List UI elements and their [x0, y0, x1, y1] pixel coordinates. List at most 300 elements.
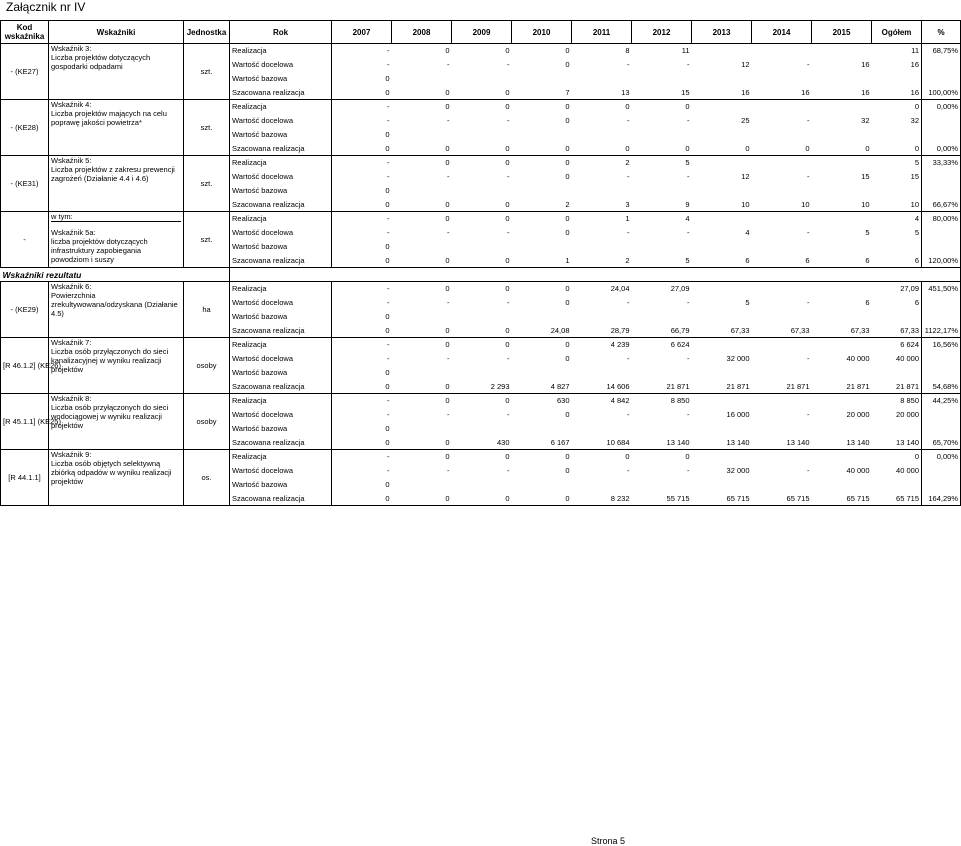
value-cell: 0,00%: [922, 100, 961, 114]
indicator-code: - (KE31): [1, 156, 49, 212]
value-cell: 7: [512, 86, 572, 100]
value-cell: 0,00%: [922, 450, 961, 464]
value-cell: [452, 366, 512, 380]
row-label: Wartość docelowa: [230, 226, 332, 240]
value-cell: [752, 394, 812, 408]
value-cell: 0: [385, 74, 390, 83]
value-cell: -: [627, 228, 630, 237]
value-cell: 65 715: [812, 492, 872, 506]
value-cell: 28,79: [572, 324, 632, 338]
value-cell: [452, 478, 512, 492]
value-cell: [572, 128, 632, 142]
value-cell: 66,67%: [922, 198, 961, 212]
page-title: Załącznik nr IV: [6, 0, 86, 14]
value-cell: 0: [385, 480, 390, 489]
value-cell: 2: [572, 254, 632, 268]
value-cell: [692, 310, 752, 324]
value-cell: 0: [452, 198, 512, 212]
value-cell: [692, 478, 752, 492]
row-label: Realizacja: [230, 100, 332, 114]
column-header: 2011: [572, 21, 632, 44]
value-cell: -: [627, 60, 630, 69]
indicator-code: [R 44.1.1]: [1, 450, 49, 506]
value-cell: [752, 44, 812, 58]
value-cell: -: [387, 116, 390, 125]
value-cell: -: [507, 228, 510, 237]
value-cell: [572, 366, 632, 380]
value-cell: -: [447, 172, 450, 181]
value-cell: 0: [385, 424, 390, 433]
value-cell: [812, 338, 872, 352]
value-cell: [692, 184, 752, 198]
column-header: 2007: [332, 21, 392, 44]
header-row: [1, 21, 961, 44]
value-cell: -: [447, 410, 450, 419]
value-cell: 4 827: [512, 380, 572, 394]
row-label: Wartość bazowa: [230, 310, 332, 324]
value-cell: 21 871: [752, 380, 812, 394]
value-cell: 10: [692, 198, 752, 212]
value-cell: 0: [392, 380, 452, 394]
row-label: Realizacja: [230, 156, 332, 170]
value-cell: 21 871: [632, 380, 692, 394]
value-cell: 0: [392, 156, 452, 170]
column-header: 2008: [392, 21, 452, 44]
value-cell: [452, 72, 512, 86]
value-cell: 6: [752, 254, 812, 268]
value-cell: [392, 422, 452, 436]
column-header: Kod wskaźnika: [1, 21, 49, 44]
value-cell: [632, 310, 692, 324]
value-cell: 0: [512, 212, 572, 226]
value-cell: 0: [392, 450, 452, 464]
unit-cell: szt.: [184, 156, 230, 212]
value-cell: [872, 310, 922, 324]
row-label: Szacowana realizacja: [230, 436, 332, 450]
value-cell: 0: [392, 142, 452, 156]
value-cell: 15: [910, 172, 919, 181]
value-cell: 6: [872, 254, 922, 268]
row-label: Wartość docelowa: [230, 170, 332, 184]
value-cell: 8 850: [872, 394, 922, 408]
value-cell: 8 850: [632, 394, 692, 408]
row-label: Realizacja: [230, 212, 332, 226]
value-cell: [872, 478, 922, 492]
value-cell: 15: [861, 172, 870, 181]
value-cell: [812, 100, 872, 114]
column-header: Ogółem: [872, 21, 922, 44]
value-cell: [922, 128, 961, 142]
value-cell: [512, 478, 572, 492]
value-cell: [922, 240, 961, 254]
value-cell: [922, 184, 961, 198]
value-cell: 55 715: [632, 492, 692, 506]
value-cell: 12: [741, 60, 750, 69]
value-cell: 100,00%: [922, 86, 961, 100]
value-cell: 16,56%: [922, 338, 961, 352]
value-cell: 0: [452, 282, 512, 296]
value-cell: [812, 478, 872, 492]
indicator-code: [R 46.1.2] (KE26): [1, 338, 49, 394]
value-cell: [692, 282, 752, 296]
value-cell: 0: [512, 100, 572, 114]
value-cell: -: [332, 450, 392, 464]
value-cell: 0: [512, 44, 572, 58]
value-cell: [872, 366, 922, 380]
value-cell: 10 684: [572, 436, 632, 450]
value-cell: -: [687, 410, 690, 419]
table-row: [1, 100, 961, 114]
indicator-table: [0, 20, 961, 506]
value-cell: 5: [632, 254, 692, 268]
value-cell: 0: [572, 450, 632, 464]
value-cell: 0: [565, 466, 570, 475]
value-cell: -: [447, 228, 450, 237]
value-cell: [572, 184, 632, 198]
indicator-name: Wskaźnik 5: Liczba projektów z zakresu prewencji zagrożeń (Działanie 4.4 i 4.6): [49, 156, 184, 212]
value-cell: [752, 282, 812, 296]
indicator-name-text: Wskaźnik 5a: liczba projektów dotyczących infrastruktury zapobiegania powodziom i suszy: [51, 228, 148, 264]
value-cell: [632, 128, 692, 142]
value-cell: 5: [872, 156, 922, 170]
value-cell: [812, 44, 872, 58]
value-cell: 630: [512, 394, 572, 408]
value-cell: -: [687, 354, 690, 363]
value-cell: 0: [452, 338, 512, 352]
value-cell: 0: [512, 492, 572, 506]
value-cell: -: [687, 172, 690, 181]
value-cell: 67,33: [752, 324, 812, 338]
value-cell: -: [807, 354, 810, 363]
value-cell: 0: [392, 492, 452, 506]
indicator-name: Wskaźnik 6: Powierzchnia zrekultywowana/odzyskana (Działanie 4.5): [49, 282, 184, 338]
value-cell: -: [447, 466, 450, 475]
value-cell: [392, 478, 452, 492]
value-cell: 5: [632, 156, 692, 170]
value-cell: [692, 156, 752, 170]
value-cell: [812, 394, 872, 408]
value-cell: -: [332, 394, 392, 408]
value-cell: [632, 72, 692, 86]
value-cell: -: [687, 466, 690, 475]
row-label: Wartość docelowa: [230, 58, 332, 72]
value-cell: 0: [392, 44, 452, 58]
value-cell: 0: [632, 142, 692, 156]
value-cell: -: [507, 354, 510, 363]
value-cell: [922, 170, 961, 184]
value-cell: 0: [452, 142, 512, 156]
column-header: 2012: [632, 21, 692, 44]
value-cell: -: [687, 228, 690, 237]
value-cell: -: [627, 172, 630, 181]
value-cell: 66,79: [632, 324, 692, 338]
value-cell: 0: [452, 86, 512, 100]
value-cell: 0: [385, 130, 390, 139]
value-cell: 10: [812, 198, 872, 212]
value-cell: 6: [914, 298, 919, 307]
value-cell: [692, 366, 752, 380]
value-cell: 0: [332, 492, 392, 506]
value-cell: [512, 184, 572, 198]
value-cell: -: [687, 60, 690, 69]
value-cell: [512, 240, 572, 254]
value-cell: 0: [872, 450, 922, 464]
value-cell: 0: [392, 338, 452, 352]
value-cell: 0: [812, 142, 872, 156]
value-cell: 6 624: [632, 338, 692, 352]
value-cell: -: [627, 116, 630, 125]
value-cell: -: [387, 466, 390, 475]
column-header: 2015: [812, 21, 872, 44]
unit-cell: szt.: [184, 212, 230, 268]
indicator-code: [R 45.1.1] (KE25): [1, 394, 49, 450]
indicator-name: Wskaźnik 4: Liczba projektów mających na celu poprawę jakości powietrza*: [49, 100, 184, 156]
value-cell: 451,50%: [922, 282, 961, 296]
value-cell: 0: [392, 324, 452, 338]
row-label: Szacowana realizacja: [230, 324, 332, 338]
value-cell: 16: [812, 86, 872, 100]
value-cell: 13: [572, 86, 632, 100]
value-cell: 0: [565, 354, 570, 363]
value-cell: [922, 226, 961, 240]
value-cell: [452, 184, 512, 198]
value-cell: -: [332, 212, 392, 226]
value-cell: 2 293: [452, 380, 512, 394]
value-cell: 0,00%: [922, 142, 961, 156]
value-cell: [392, 310, 452, 324]
value-cell: [922, 464, 961, 478]
value-cell: 13 140: [812, 436, 872, 450]
column-header: %: [922, 21, 961, 44]
value-cell: [812, 366, 872, 380]
value-cell: -: [627, 298, 630, 307]
value-cell: [632, 422, 692, 436]
value-cell: 9: [632, 198, 692, 212]
row-label: Szacowana realizacja: [230, 254, 332, 268]
row-label: Szacowana realizacja: [230, 380, 332, 394]
value-cell: 0: [392, 100, 452, 114]
column-header: Jednostka: [184, 21, 230, 44]
value-cell: 2: [572, 156, 632, 170]
value-cell: [812, 450, 872, 464]
section-row: [1, 268, 961, 282]
value-cell: [572, 310, 632, 324]
value-cell: [812, 240, 872, 254]
value-cell: [922, 422, 961, 436]
value-cell: 16: [872, 86, 922, 100]
value-cell: 0: [572, 142, 632, 156]
value-cell: 5: [745, 298, 750, 307]
value-cell: 0: [565, 172, 570, 181]
unit-cell: osoby: [184, 338, 230, 394]
indicator-code: -: [1, 212, 49, 268]
row-label: Realizacja: [230, 394, 332, 408]
value-cell: 6: [692, 254, 752, 268]
row-label: Szacowana realizacja: [230, 86, 332, 100]
unit-cell: osoby: [184, 394, 230, 450]
row-label: Wartość docelowa: [230, 408, 332, 422]
value-cell: [872, 128, 922, 142]
row-label: Wartość bazowa: [230, 72, 332, 86]
value-cell: 6 167: [512, 436, 572, 450]
value-cell: 0: [392, 394, 452, 408]
value-cell: [632, 240, 692, 254]
value-cell: 0: [452, 212, 512, 226]
value-cell: 32 000: [726, 354, 750, 363]
table-row: [1, 450, 961, 464]
value-cell: -: [627, 466, 630, 475]
value-cell: 0: [452, 450, 512, 464]
row-label: Realizacja: [230, 44, 332, 58]
value-cell: [812, 212, 872, 226]
value-cell: 65,70%: [922, 436, 961, 450]
value-cell: [922, 408, 961, 422]
value-cell: -: [507, 298, 510, 307]
value-cell: [812, 72, 872, 86]
value-cell: 5: [914, 228, 919, 237]
value-cell: -: [332, 338, 392, 352]
row-label: Wartość bazowa: [230, 128, 332, 142]
value-cell: 40 000: [896, 466, 919, 475]
value-cell: [452, 422, 512, 436]
value-cell: 0: [392, 282, 452, 296]
value-cell: [632, 366, 692, 380]
value-cell: -: [807, 466, 810, 475]
value-cell: 0: [452, 492, 512, 506]
value-cell: [752, 422, 812, 436]
row-label: Wartość bazowa: [230, 366, 332, 380]
value-cell: 0: [392, 86, 452, 100]
value-cell: 15: [632, 86, 692, 100]
value-cell: 40 000: [846, 466, 870, 475]
value-cell: 13 140: [872, 436, 922, 450]
value-cell: [872, 184, 922, 198]
value-cell: 21 871: [812, 380, 872, 394]
value-cell: 65 715: [752, 492, 812, 506]
value-cell: 65 715: [692, 492, 752, 506]
value-cell: 11: [632, 44, 692, 58]
value-cell: 0: [692, 142, 752, 156]
value-cell: -: [447, 298, 450, 307]
value-cell: [752, 184, 812, 198]
table-row: [1, 212, 961, 226]
indicator-name: Wskaźnik 3: Liczba projektów dotyczących gospodarki odpadami: [49, 44, 184, 100]
value-cell: 164,29%: [922, 492, 961, 506]
value-cell: [752, 478, 812, 492]
value-cell: [632, 184, 692, 198]
value-cell: 0: [565, 410, 570, 419]
row-label: Wartość docelowa: [230, 114, 332, 128]
value-cell: 67,33: [872, 324, 922, 338]
value-cell: [752, 366, 812, 380]
value-cell: -: [807, 172, 810, 181]
value-cell: 33,33%: [922, 156, 961, 170]
value-cell: -: [807, 60, 810, 69]
section-spacer: [230, 268, 961, 282]
value-cell: [752, 128, 812, 142]
subgroup-label: w tym:: [51, 212, 181, 222]
value-cell: [392, 366, 452, 380]
value-cell: 0: [332, 86, 392, 100]
value-cell: 20 000: [896, 410, 919, 419]
value-cell: [392, 240, 452, 254]
value-cell: 44,25%: [922, 394, 961, 408]
value-cell: 1: [572, 212, 632, 226]
value-cell: [752, 338, 812, 352]
value-cell: [512, 310, 572, 324]
table-row: [1, 338, 961, 352]
row-label: Wartość docelowa: [230, 352, 332, 366]
value-cell: [872, 240, 922, 254]
value-cell: 67,33: [812, 324, 872, 338]
value-cell: [812, 282, 872, 296]
value-cell: [752, 212, 812, 226]
value-cell: 0: [565, 228, 570, 237]
value-cell: 21 871: [692, 380, 752, 394]
value-cell: 0: [332, 254, 392, 268]
value-cell: [752, 72, 812, 86]
value-cell: 16: [692, 86, 752, 100]
value-cell: 27,09: [632, 282, 692, 296]
value-cell: 0: [632, 450, 692, 464]
value-cell: 0: [385, 312, 390, 321]
page-number: Strona 5: [591, 836, 626, 846]
row-label: Szacowana realizacja: [230, 492, 332, 506]
value-cell: 13 140: [632, 436, 692, 450]
value-cell: 0: [452, 254, 512, 268]
row-label: Realizacja: [230, 338, 332, 352]
value-cell: 13 140: [752, 436, 812, 450]
value-cell: 4: [872, 212, 922, 226]
value-cell: [392, 184, 452, 198]
table-row: [1, 394, 961, 408]
value-cell: 0: [392, 254, 452, 268]
value-cell: 6: [812, 254, 872, 268]
value-cell: 0: [332, 324, 392, 338]
value-cell: 25: [741, 116, 750, 125]
value-cell: 0: [512, 282, 572, 296]
value-cell: [392, 72, 452, 86]
value-cell: 0: [452, 324, 512, 338]
value-cell: 0: [572, 100, 632, 114]
value-cell: 21 871: [872, 380, 922, 394]
value-cell: -: [507, 466, 510, 475]
indicator-name: Wskaźnik 9: Liczba osób objętych selektywną zbiórką odpadów w wyniku realizacji projektów: [49, 450, 184, 506]
value-cell: 40 000: [896, 354, 919, 363]
value-cell: 2: [512, 198, 572, 212]
value-cell: 6: [865, 298, 870, 307]
value-cell: 3: [572, 198, 632, 212]
value-cell: 0: [872, 142, 922, 156]
row-label: Wartość docelowa: [230, 296, 332, 310]
value-cell: 16 000: [726, 410, 750, 419]
value-cell: -: [387, 410, 390, 419]
value-cell: 0: [392, 198, 452, 212]
value-cell: [872, 422, 922, 436]
value-cell: 40 000: [846, 354, 870, 363]
row-label: Szacowana realizacja: [230, 142, 332, 156]
value-cell: 8 232: [572, 492, 632, 506]
value-cell: [752, 240, 812, 254]
value-cell: 32: [861, 116, 870, 125]
value-cell: -: [387, 228, 390, 237]
value-cell: 0: [632, 100, 692, 114]
value-cell: 0: [512, 142, 572, 156]
value-cell: -: [687, 116, 690, 125]
indicator-code: - (KE27): [1, 44, 49, 100]
row-label: Szacowana realizacja: [230, 198, 332, 212]
value-cell: [922, 114, 961, 128]
